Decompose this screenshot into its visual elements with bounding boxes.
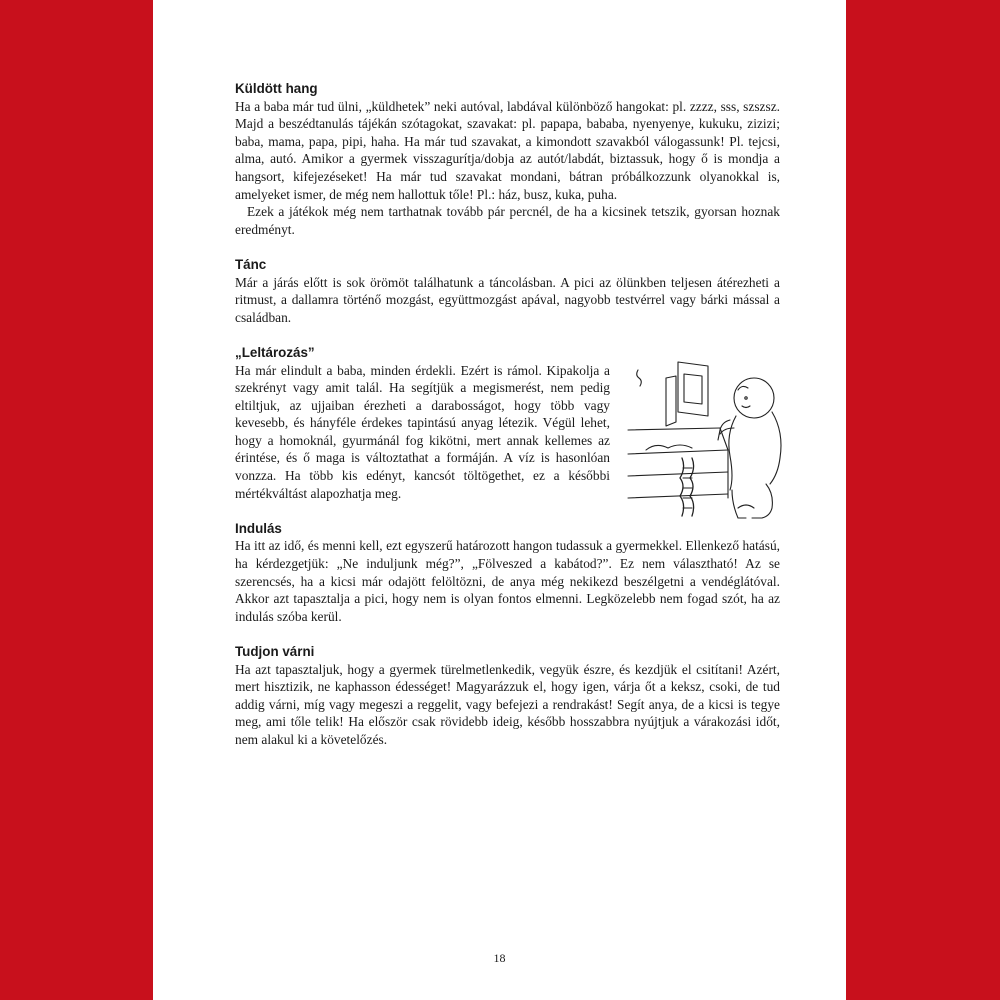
paragraph: Ha már elindult a baba, minden érdekli. Ezért is rámol. Kipakolja a szekrényt vagy amit talál. Ha segítjük a megismerést, nem pedig eltiltjuk, az ujjaiban érezheti a darabosságot, hogy több vagy kevesebb, és hányféle érdekes tapintású anyag létezik. Végül lehet, hogy a homoknál, gyurmánál fog kikötni, mert annak kellemes az érintése, és ő maga is változtathat a formáján. A víz is hasonlóan vonzza. Ha több kis edényt, kancsót töltögethet, ez a későbbi mértékváltást alapozhatja meg. xyxy=(235,362,610,501)
section-heading: Indulás xyxy=(235,520,282,536)
paragraph: Ha itt az idő, és menni kell, ezt egyszerű határozott hangon tudassuk a gyermekkel. Ellenkező hatású, ha kérdezgetjük: „Ne induljunk még?”, „Fölveszed a kabátod?”. Ez nem választható! Az se szerencsés, ha a kicsi már odajött felöltözni, de anya még nekikezd beszélgetni a vendéglátóval. Akkor azt tapasztalja a pici, hogy nem is olyan fontos elmenni. Legközelebb nem fogad szót, ha az indulás szóba kerül. xyxy=(235,538,780,624)
section-kuldott-hang xyxy=(235,80,780,238)
baby-at-drawer-illustration xyxy=(626,358,786,528)
page-content xyxy=(235,80,780,766)
paragraph: Ha azt tapasztaljuk, hogy a gyermek türelmetlenkedik, vegyük észre, és kezdjük el csitítani! Azért, mert hisztizik, ne kaphasson édességet! Magyarázzuk el, hogy igen, várja őt a keksz, csoki, de tud addig várni, míg vagy megeszi a reggelit, vagy befejezi a rendrakást! Segít anya, de a kicsi is tegye meg, ami tőle telik! Ha először csak rövidebb ideig, később hosszabbra nyújtjuk a várakozási időt, nem alakul ki a követelőzés. xyxy=(235,661,780,747)
page-number: 18 xyxy=(493,951,506,965)
section-leltarozas xyxy=(235,344,780,502)
section-tudjon-varni xyxy=(235,643,780,749)
section-heading: Tánc xyxy=(235,256,267,272)
paragraph: Ezek a játékok még nem tarthatnak tovább pár percnél, de ha a kicsinek tetszik, gyorsan hoznak eredményt. xyxy=(235,204,780,237)
section-heading: Tudjon várni xyxy=(235,644,315,659)
paragraph: Már a járás előtt is sok örömöt találhatunk a táncolásban. A pici az ölünkben teljesen átérezheti a ritmust, a dallamra történő mozgást, együttmozgást apával, nagyobb testvérrel vagy bárki mással a családban. xyxy=(235,274,780,325)
section-heading: „Leltározás” xyxy=(235,344,315,360)
paragraph: Ha a baba már tud ülni, „küldhetek” neki autóval, labdával különböző hangokat: pl. zzzz, sss, szszsz. Majd a beszédtanulás tájékán szótagokat, szavakat: pl. papapa, bababa, nyenyenye, kukuku, zizizi; baba, mama, papa, pipi, haha. Ha már tud szavakat, a kimondott szavakból válogassunk! Pl. tejcsi, alma, autó. Amikor a gyermek visszagurítja/dobja az autót/labdát, biztassuk, hogy ő is mondja a hangsort, kifejezéseket! Ha már tud szavakat mondani, bátran próbálkozzunk olyanokkal is, amelyeket ismer, de még nem hallottuk tőle! Pl.: ház, busz, kuka, puha. xyxy=(235,98,780,202)
text-column xyxy=(235,344,610,502)
section-heading: Küldött hang xyxy=(235,81,318,96)
book-page xyxy=(153,0,846,1000)
section-tanc xyxy=(235,256,780,326)
section-indulas xyxy=(235,520,780,626)
